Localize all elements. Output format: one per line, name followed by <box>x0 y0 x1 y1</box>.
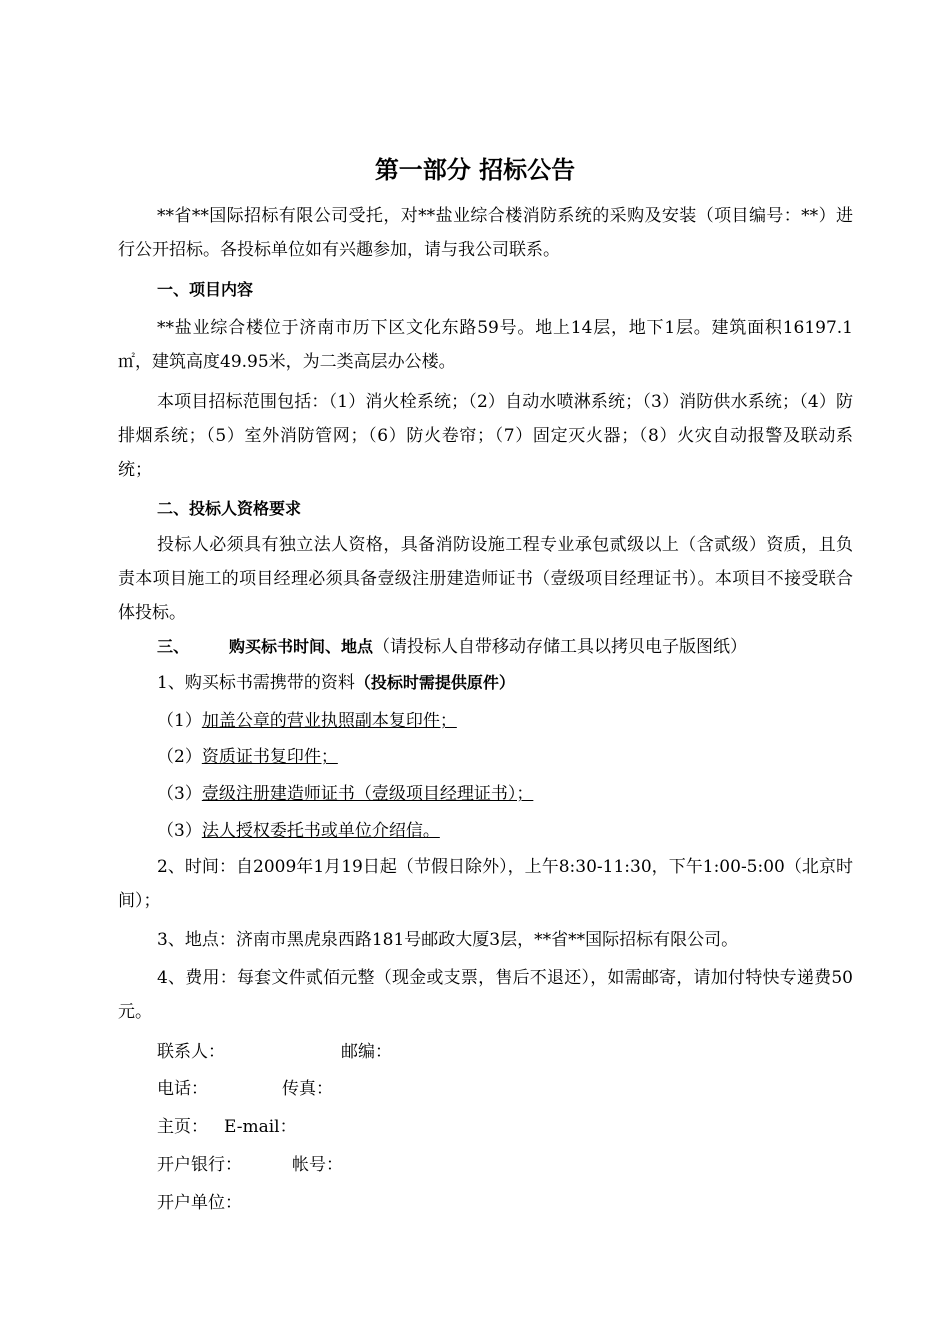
phone-label: 电话： <box>157 1079 208 1099</box>
section-3-number: 三、 <box>157 637 190 656</box>
section-1-heading: 一、项目内容 <box>157 280 254 299</box>
doc-item-text: 加盖公章的营业执照副本复印件； <box>201 711 457 731</box>
contact-line-3 <box>118 1110 853 1144</box>
doc-item-text: 壹级注册建造师证书（壹级项目经理证书）； <box>201 784 534 804</box>
section-3-place: 3、地点：济南市黑虎泉西路181号邮政大厦3层，**省**国际招标有限公司。 <box>157 930 739 950</box>
item-1-prefix: 1、购买标书需携带的资料 <box>157 673 355 693</box>
page-title: 第一部分 招标公告 <box>374 156 576 184</box>
section-3-heading-line <box>118 630 853 664</box>
section-1-paragraph-1: **盐业综合楼位于济南市历下区文化东路59号。地上14层，地下1层。建筑面积16197.1㎡，建筑高度49.95米，为二类高层办公楼。 <box>118 318 853 372</box>
doc-item-number: （3） <box>157 784 202 804</box>
bank-label: 开户银行： <box>157 1155 242 1175</box>
section-3-time: 2、时间：自2009年1月19日起（节假日除外），上午8:30-11:30，下午1:00-5:00（北京时间）； <box>118 857 853 911</box>
doc-item-number: （2） <box>157 747 202 767</box>
contact-line-1 <box>118 1035 853 1069</box>
section-3-heading: 购买标书时间、地点 <box>229 637 374 656</box>
doc-item <box>157 704 853 738</box>
doc-item-number: （1） <box>157 711 202 731</box>
item-1-bold-note: （投标时需提供原件） <box>354 673 515 692</box>
section-2-paragraph: 投标人必须具有独立法人资格，具备消防设施工程专业承包贰级以上（含贰级）资质，且负责本项目施工的项目经理必须具备壹级注册建造师证书（壹级项目经理证书）。本项目不接受联合体投标。 <box>118 535 853 623</box>
contact-line-2 <box>118 1072 853 1106</box>
homepage-label: 主页： <box>157 1117 208 1137</box>
section-2-heading: 二、投标人资格要求 <box>157 499 302 518</box>
doc-item <box>157 814 853 848</box>
doc-item-number: （3） <box>157 821 202 841</box>
account-label: 帐号： <box>292 1155 343 1175</box>
zip-label: 邮编： <box>341 1042 392 1062</box>
intro-paragraph: **省**国际招标有限公司受托，对**盐业综合楼消防系统的采购及安装（项目编号：**）进行公开招标。各投标单位如有兴趣参加，请与我公司联系。 <box>118 206 853 260</box>
doc-item-text: 法人授权委托书或单位介绍信。 <box>201 821 440 841</box>
account-unit-label: 开户单位： <box>157 1193 242 1213</box>
section-1-paragraph-2: 本项目招标范围包括：（1）消火栓系统；（2）自动水喷淋系统；（3）消防供水系统；（4）防排烟系统；（5）室外消防管网；（6）防火卷帘；（7）固定灭火器；（8）火灾自动报警及联动系统； <box>118 392 853 480</box>
email-label: E-mail： <box>224 1117 297 1137</box>
contact-line-5 <box>118 1186 853 1220</box>
doc-item <box>157 777 853 811</box>
doc-item-text: 资质证书复印件； <box>201 747 338 767</box>
contact-person-label: 联系人： <box>157 1042 225 1062</box>
contact-line-4 <box>118 1148 853 1182</box>
section-3-fee: 4、费用：每套文件贰佰元整（现金或支票，售后不退还），如需邮寄，请加付特快专递费50元。 <box>118 968 853 1022</box>
section-3-note: （请投标人自带移动存储工具以拷贝电子版图纸） <box>373 637 748 657</box>
doc-item <box>157 740 853 774</box>
fax-label: 传真： <box>282 1079 333 1099</box>
section-3-item-1 <box>118 666 853 700</box>
